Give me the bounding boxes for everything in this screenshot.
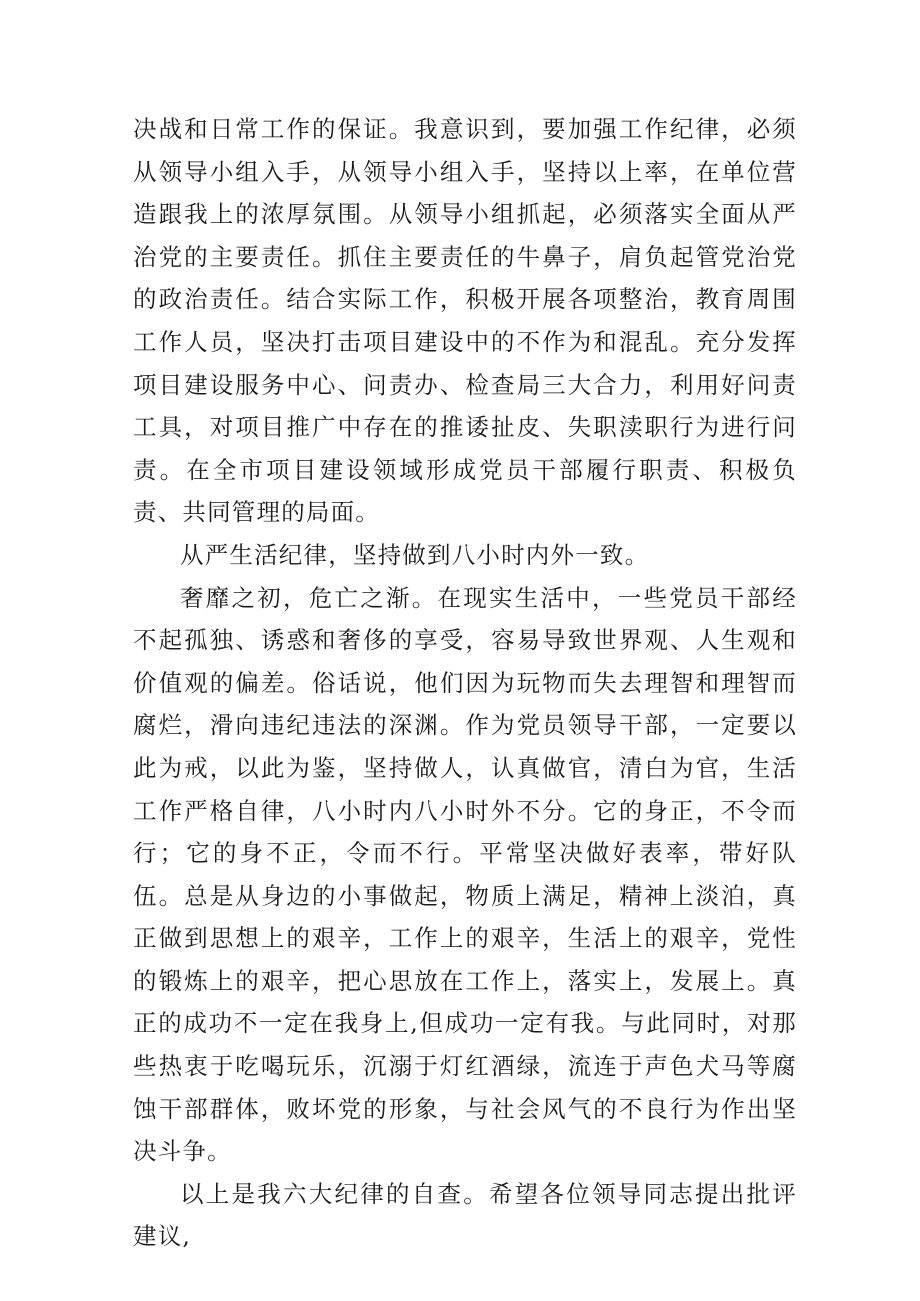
paragraph-life-discipline: 奢靡之初，危亡之渐。在现实生活中，一些党员干部经不起孤独、诱惑和奢侈的享受，容易导致世界观、人生观和价值观的偏差。俗话说，他们因为玩物而失去理智和理智而腐烂，滑向违纪违法的深渊。作为党员领导干部，一定要以此为戒，以此为鉴，坚持做人，认真做官，清白为官，生活工作严格自律，八小时内八小时外不分。它的身正，不令而行；它的身不正，令而不行。平常坚决做好表率，带好队伍。总是从身边的小事做起，物质上满足，精神上淡泊，真正做到思想上的艰辛，工作上的艰辛，生活上的艰辛，党性的锻炼上的艰辛，把心思放在工作上，落实上，发展上。真正的成功不一定在我身上,但成功一定有我。与此同时，对那些热衷于吃喝玩乐，沉溺于灯红酒绿，流连于声色犬马等腐蚀干部群体，败坏党的形象，与社会风气的不良行为作出坚决斗争。 [133, 583, 797, 1166]
paragraph-conclusion: 以上是我六大纪律的自查。希望各位领导同志提出批评建议, [133, 1179, 797, 1251]
paragraph-work-discipline: 决战和日常工作的保证。我意识到，要加强工作纪律，必须从领导小组入手，从领导小组入手，坚持以上率，在单位营造跟我上的浓厚氛围。从领导小组抓起，必须落实全面从严治党的主要责任。抓住主要责任的牛鼻子，肩负起管党治党的政治责任。结合实际工作，积极开展各项整治，教育周围工作人员，坚决打击项目建设中的不作为和混乱。充分发挥项目建设服务中心、问责办、检查局三大合力，利用好问责工具，对项目推广中存在的推诿扯皮、失职渎职行为进行问责。在全市项目建设领域形成党员干部履行职责、积极负责、共同管理的局面。 [133, 115, 797, 527]
document-body [133, 108, 797, 1258]
paragraph-life-discipline-heading: 从严生活纪律，坚持做到八小时内外一致。 [180, 540, 650, 569]
